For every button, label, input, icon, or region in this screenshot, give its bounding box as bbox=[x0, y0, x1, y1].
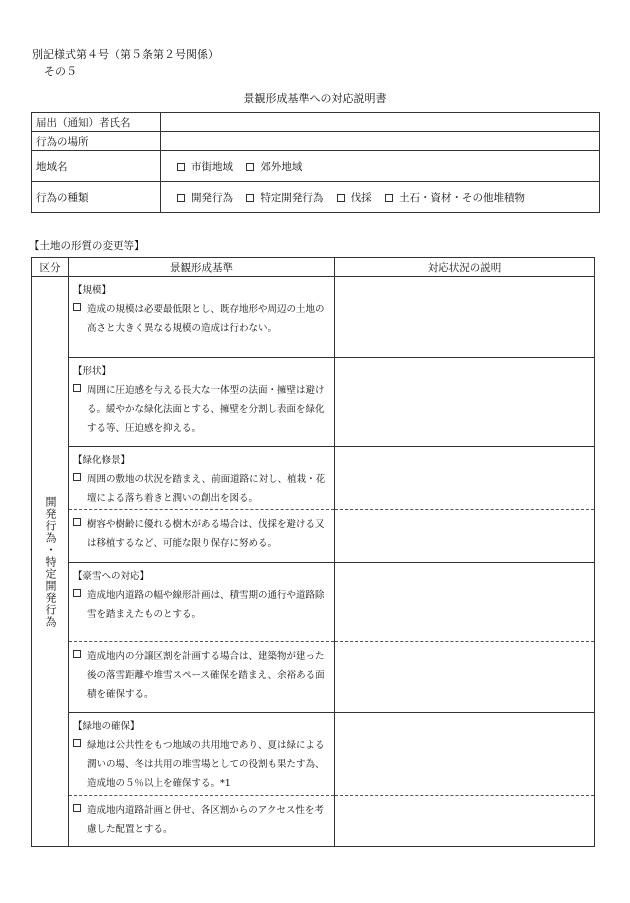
criteria-text: 造成地内道路計画と併せ、各区割からのアクセス性を考慮した配置とする。 bbox=[87, 805, 324, 835]
criteria-cell bbox=[69, 713, 335, 796]
criteria-cell bbox=[69, 510, 335, 563]
section-title: 【土地の形質の変更等】 bbox=[29, 240, 145, 252]
checkbox[interactable] bbox=[385, 194, 393, 202]
criteria-cell bbox=[69, 796, 335, 847]
checkbox[interactable] bbox=[177, 194, 185, 202]
checkbox[interactable] bbox=[177, 163, 185, 171]
column-header-response: 対応状況の説明 bbox=[335, 258, 595, 277]
checkbox[interactable] bbox=[73, 650, 81, 658]
applicant-info-table bbox=[31, 112, 600, 213]
info-label: 行為の場所 bbox=[32, 132, 161, 151]
column-header-criteria: 景観形成基準 bbox=[69, 258, 335, 277]
checkbox[interactable] bbox=[73, 804, 81, 812]
response-cell[interactable] bbox=[335, 713, 595, 796]
criteria-table bbox=[31, 257, 595, 847]
category-cell bbox=[32, 277, 69, 847]
criteria-row bbox=[32, 642, 595, 713]
checkbox[interactable] bbox=[73, 739, 81, 747]
criteria-heading: 【緑化修景】 bbox=[73, 455, 131, 466]
option-label: 開発行為 bbox=[191, 191, 233, 204]
checkbox[interactable] bbox=[337, 194, 345, 202]
form-reference: 別記様式第４号（第５条第２号関係） bbox=[32, 48, 219, 61]
criteria-header-row bbox=[32, 258, 595, 277]
criteria-cell bbox=[69, 642, 335, 713]
criteria-text: 緑地は公共性をもつ地域の共用地であり、夏は緑による潤いの場、冬は共用の堆雪場としての役割も果たす為、造成地の５％以上を確保する。*1 bbox=[87, 740, 325, 789]
document-title: 景観形成基準への対応説明書 bbox=[243, 92, 387, 105]
criteria-text: 樹容や樹齢に優れる樹木がある場合は、伐採を避ける又は移植するなど、可能な限り保存に努める。 bbox=[87, 519, 325, 549]
info-label: 届出（通知）者氏名 bbox=[32, 113, 161, 132]
response-cell[interactable] bbox=[335, 796, 595, 847]
info-row-area bbox=[32, 151, 600, 182]
checkbox[interactable] bbox=[73, 384, 81, 392]
checkbox[interactable] bbox=[73, 473, 81, 481]
criteria-text: 造成の規模は必要最低限とし、既存地形や周辺の土地の高さと大きく異なる規模の造成は行わない。 bbox=[87, 304, 325, 334]
checkbox[interactable] bbox=[246, 163, 254, 171]
criteria-cell bbox=[69, 277, 335, 358]
column-header-category: 区分 bbox=[32, 258, 69, 277]
info-row-location bbox=[32, 132, 600, 151]
category-label: 開発行為・特定開発行為 bbox=[44, 495, 57, 628]
type-option[interactable] bbox=[385, 192, 525, 204]
area-option[interactable] bbox=[246, 161, 302, 173]
criteria-cell bbox=[69, 447, 335, 510]
response-cell[interactable] bbox=[335, 563, 595, 642]
criteria-text: 造成地内道路の幅や線形計画は、積雪期の通行や道路除雪を踏まえたものとする。 bbox=[87, 590, 325, 620]
criteria-text: 周囲に圧迫感を与える長大な一体型の法面・擁壁は避ける。緩やかな緑化法面とする、擁壁を分割し表面を緑化する等、圧迫感を抑える。 bbox=[87, 385, 325, 434]
area-options bbox=[161, 151, 600, 182]
area-option[interactable] bbox=[177, 161, 233, 173]
criteria-row bbox=[32, 277, 595, 358]
criteria-row bbox=[32, 447, 595, 510]
response-cell[interactable] bbox=[335, 277, 595, 358]
criteria-row bbox=[32, 713, 595, 796]
criteria-row bbox=[32, 358, 595, 447]
type-option[interactable] bbox=[177, 192, 233, 204]
criteria-row bbox=[32, 510, 595, 563]
response-cell[interactable] bbox=[335, 510, 595, 563]
criteria-text: 造成地内の分譲区割を計画する場合は、建築物が建った後の落雪距離や堆雪スペース確保を踏まえ、余裕ある面積を確保する。 bbox=[87, 651, 325, 700]
option-label: 郊外地域 bbox=[260, 160, 303, 173]
info-label: 行為の種類 bbox=[32, 182, 161, 213]
info-row-type bbox=[32, 182, 600, 213]
checkbox[interactable] bbox=[246, 194, 254, 202]
form-sub-number: その５ bbox=[44, 65, 77, 78]
checkbox[interactable] bbox=[73, 589, 81, 597]
response-cell[interactable] bbox=[335, 447, 595, 510]
response-cell[interactable] bbox=[335, 358, 595, 447]
type-options bbox=[161, 182, 600, 213]
criteria-heading: 【豪雪への対応】 bbox=[73, 571, 150, 582]
criteria-heading: 【緑地の確保】 bbox=[73, 721, 140, 732]
option-label: 土石・資材・その他堆積物 bbox=[399, 191, 526, 204]
option-label: 特定開発行為 bbox=[260, 191, 324, 204]
info-label: 地域名 bbox=[32, 151, 161, 182]
criteria-text: 周囲の敷地の状況を踏まえ、前面道路に対し、植栽・花壇による落ち着きと潤いの創出を図る。 bbox=[87, 474, 326, 504]
criteria-row bbox=[32, 796, 595, 847]
criteria-cell bbox=[69, 358, 335, 447]
type-option[interactable] bbox=[246, 192, 323, 204]
checkbox[interactable] bbox=[73, 518, 81, 526]
criteria-cell bbox=[69, 563, 335, 642]
location-field[interactable] bbox=[161, 132, 600, 151]
type-option[interactable] bbox=[337, 192, 372, 204]
checkbox[interactable] bbox=[73, 303, 81, 311]
response-cell[interactable] bbox=[335, 642, 595, 713]
criteria-heading: 【形状】 bbox=[73, 366, 112, 377]
criteria-row bbox=[32, 563, 595, 642]
info-row-applicant bbox=[32, 113, 600, 132]
criteria-heading: 【規模】 bbox=[73, 285, 112, 296]
option-label: 市街地域 bbox=[191, 160, 233, 173]
option-label: 伐採 bbox=[350, 191, 372, 204]
applicant-name-field[interactable] bbox=[161, 113, 600, 132]
